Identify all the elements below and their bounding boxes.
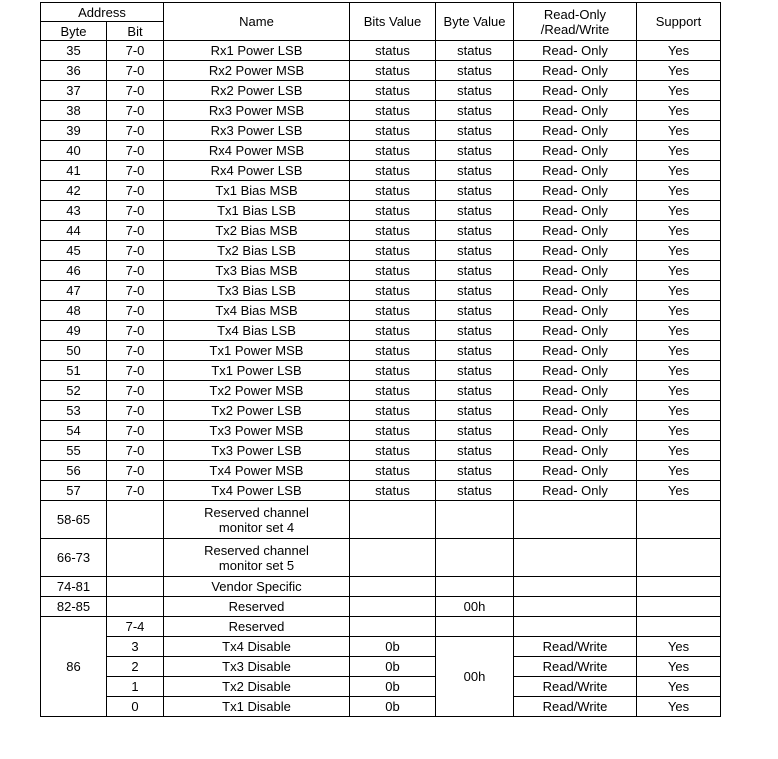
bit-cell: 7-0: [107, 201, 164, 221]
byte-cell: 40: [41, 141, 107, 161]
byte-cell: 37: [41, 81, 107, 101]
bit-cell: 1: [107, 677, 164, 697]
support-cell: Yes: [637, 657, 721, 677]
support-cell: Yes: [637, 481, 721, 501]
support-cell: [637, 539, 721, 577]
name-cell: Tx4 Power LSB: [164, 481, 350, 501]
bit-cell: 7-0: [107, 181, 164, 201]
access-cell: Read- Only: [514, 421, 637, 441]
bits-value-cell: status: [350, 321, 436, 341]
byte-cell: 58-65: [41, 501, 107, 539]
name-cell: Tx3 Bias LSB: [164, 281, 350, 301]
byte-value-cell: status: [436, 441, 514, 461]
name-cell: Rx1 Power LSB: [164, 41, 350, 61]
bit-cell: 7-0: [107, 121, 164, 141]
table-row: [41, 281, 721, 301]
byte-cell: 43: [41, 201, 107, 221]
byte-value-cell: status: [436, 121, 514, 141]
table-row: [41, 617, 721, 637]
bit-cell: 7-0: [107, 161, 164, 181]
bits-value-cell: [350, 617, 436, 637]
bits-value-cell: status: [350, 301, 436, 321]
byte-cell: 52: [41, 381, 107, 401]
name-header: Name: [164, 3, 350, 41]
bits-value-cell: status: [350, 361, 436, 381]
name-cell: Tx1 Disable: [164, 697, 350, 717]
byte-value-cell: status: [436, 461, 514, 481]
byte-value-cell: status: [436, 421, 514, 441]
bit-cell: 7-4: [107, 617, 164, 637]
bit-cell: 7-0: [107, 81, 164, 101]
access-cell: Read- Only: [514, 121, 637, 141]
access-cell: Read- Only: [514, 301, 637, 321]
byte-value-cell: status: [436, 221, 514, 241]
bits-value-cell: [350, 501, 436, 539]
access-header-line1: Read-Only: [543, 6, 607, 22]
name-cell: Tx4 Bias LSB: [164, 321, 350, 341]
byte-cell: 36: [41, 61, 107, 81]
byte-value-cell: status: [436, 161, 514, 181]
byte-value-cell: status: [436, 361, 514, 381]
bits-value-cell: status: [350, 121, 436, 141]
byte-value-cell: status: [436, 61, 514, 81]
support-cell: Yes: [637, 401, 721, 421]
bit-cell: 7-0: [107, 301, 164, 321]
access-cell: Read- Only: [514, 361, 637, 381]
table-row: [41, 41, 721, 61]
name-cell: Rx4 Power MSB: [164, 141, 350, 161]
support-cell: Yes: [637, 421, 721, 441]
bits-value-cell: status: [350, 81, 436, 101]
support-cell: Yes: [637, 61, 721, 81]
support-header: Support: [637, 3, 721, 41]
byte-header: Byte: [41, 22, 107, 41]
access-cell: Read- Only: [514, 101, 637, 121]
name-cell: Tx2 Bias LSB: [164, 241, 350, 261]
support-cell: Yes: [637, 81, 721, 101]
table-row: [41, 201, 721, 221]
bits-value-cell: status: [350, 421, 436, 441]
byte-cell: 56: [41, 461, 107, 481]
bits-value-cell: status: [350, 481, 436, 501]
name-text: Reserved channel monitor set 4: [204, 504, 309, 535]
byte-cell: 82-85: [41, 597, 107, 617]
byte-cell: 86: [41, 617, 107, 717]
name-cell: Tx2 Power MSB: [164, 381, 350, 401]
table-row: [41, 221, 721, 241]
byte-cell: 41: [41, 161, 107, 181]
byte-value-cell: status: [436, 241, 514, 261]
access-cell: Read- Only: [514, 161, 637, 181]
byte-value-cell: status: [436, 101, 514, 121]
support-cell: Yes: [637, 141, 721, 161]
support-cell: Yes: [637, 321, 721, 341]
table-row: [41, 381, 721, 401]
byte-value-cell: 00h: [436, 597, 514, 617]
bits-value-cell: status: [350, 401, 436, 421]
bits-value-cell: status: [350, 41, 436, 61]
bit-cell: 3: [107, 637, 164, 657]
name-text: Reserved channel monitor set 5: [204, 542, 309, 573]
name-cell: Tx3 Bias MSB: [164, 261, 350, 281]
byte-value-cell: status: [436, 481, 514, 501]
bits-value-cell: [350, 597, 436, 617]
name-cell: [164, 597, 350, 617]
name-cell: Rx4 Power LSB: [164, 161, 350, 181]
table-row: [41, 141, 721, 161]
name-cell: Tx2 Power LSB: [164, 401, 350, 421]
byte-value-cell: [436, 539, 514, 577]
name-cell: [164, 539, 350, 577]
bits-value-cell: status: [350, 261, 436, 281]
byte-value-cell: [436, 501, 514, 539]
support-cell: Yes: [637, 101, 721, 121]
name-cell: Tx4 Power MSB: [164, 461, 350, 481]
bit-cell: 7-0: [107, 141, 164, 161]
bits-value-header: Bits Value: [350, 3, 436, 41]
access-cell: Read/Write: [514, 637, 637, 657]
access-header: [514, 3, 637, 41]
byte-value-cell: 00h: [436, 637, 514, 717]
access-cell: Read/Write: [514, 677, 637, 697]
table-row: [41, 481, 721, 501]
bits-value-cell: status: [350, 61, 436, 81]
bit-cell: 7-0: [107, 421, 164, 441]
name-cell: Reserved: [164, 617, 350, 637]
bits-value-cell: [350, 539, 436, 577]
name-cell: Tx1 Power LSB: [164, 361, 350, 381]
access-cell: Read/Write: [514, 657, 637, 677]
name-cell: [164, 501, 350, 539]
table-row: [41, 341, 721, 361]
name-cell: [164, 577, 350, 597]
access-cell: Read- Only: [514, 181, 637, 201]
bits-value-cell: status: [350, 461, 436, 481]
table-row: [41, 101, 721, 121]
table-row: [41, 597, 721, 617]
access-cell: Read- Only: [514, 61, 637, 81]
bits-value-cell: status: [350, 341, 436, 361]
bits-value-cell: status: [350, 221, 436, 241]
support-cell: [637, 597, 721, 617]
byte-value-cell: status: [436, 281, 514, 301]
access-cell: Read- Only: [514, 461, 637, 481]
byte-value-cell: status: [436, 301, 514, 321]
table-row: [41, 677, 721, 697]
support-cell: Yes: [637, 261, 721, 281]
byte-value-cell: status: [436, 341, 514, 361]
access-header-line2: /Read/Write: [540, 21, 610, 37]
access-cell: Read- Only: [514, 141, 637, 161]
table-row: [41, 81, 721, 101]
name-cell: Tx3 Power MSB: [164, 421, 350, 441]
table-row: [41, 241, 721, 261]
bit-cell: 7-0: [107, 481, 164, 501]
byte-cell: 35: [41, 41, 107, 61]
name-cell: Tx1 Bias LSB: [164, 201, 350, 221]
table-row: [41, 161, 721, 181]
bit-cell: 2: [107, 657, 164, 677]
table-row: [41, 401, 721, 421]
bit-cell: 7-0: [107, 241, 164, 261]
byte-cell: 66-73: [41, 539, 107, 577]
name-cell: Tx2 Disable: [164, 677, 350, 697]
bit-cell: [107, 577, 164, 597]
name-text: Reserved: [228, 599, 285, 614]
table-row: [41, 421, 721, 441]
table-row: [41, 301, 721, 321]
byte-cell: 48: [41, 301, 107, 321]
name-cell: Tx3 Disable: [164, 657, 350, 677]
table-row: [41, 461, 721, 481]
support-cell: Yes: [637, 677, 721, 697]
bits-value-cell: 0b: [350, 657, 436, 677]
bits-value-cell: status: [350, 441, 436, 461]
bit-cell: 7-0: [107, 221, 164, 241]
access-cell: Read/Write: [514, 697, 637, 717]
table-row: [41, 361, 721, 381]
byte-cell: 45: [41, 241, 107, 261]
byte-value-cell: status: [436, 81, 514, 101]
byte-cell: 57: [41, 481, 107, 501]
byte-cell: 54: [41, 421, 107, 441]
name-cell: Tx4 Bias MSB: [164, 301, 350, 321]
access-cell: Read- Only: [514, 81, 637, 101]
byte-cell: 74-81: [41, 577, 107, 597]
byte-cell: 39: [41, 121, 107, 141]
name-cell: Tx3 Power LSB: [164, 441, 350, 461]
access-cell: Read- Only: [514, 201, 637, 221]
support-cell: Yes: [637, 697, 721, 717]
table-row: [41, 441, 721, 461]
bit-cell: 7-0: [107, 321, 164, 341]
support-cell: [637, 617, 721, 637]
bit-cell: 7-0: [107, 41, 164, 61]
byte-value-cell: status: [436, 381, 514, 401]
bits-value-cell: status: [350, 381, 436, 401]
byte-value-cell: status: [436, 181, 514, 201]
byte-value-cell: status: [436, 261, 514, 281]
bits-value-cell: status: [350, 101, 436, 121]
support-cell: [637, 501, 721, 539]
byte-cell: 51: [41, 361, 107, 381]
name-cell: Rx3 Power MSB: [164, 101, 350, 121]
bit-cell: [107, 501, 164, 539]
name-cell: Tx1 Bias MSB: [164, 181, 350, 201]
bit-cell: 7-0: [107, 61, 164, 81]
access-cell: [514, 539, 637, 577]
access-cell: Read- Only: [514, 321, 637, 341]
name-cell: Rx3 Power LSB: [164, 121, 350, 141]
access-cell: Read- Only: [514, 221, 637, 241]
support-cell: Yes: [637, 41, 721, 61]
register-map-table: [40, 2, 721, 717]
bit-cell: [107, 539, 164, 577]
table-row: [41, 539, 721, 577]
byte-cell: 49: [41, 321, 107, 341]
access-cell: [514, 577, 637, 597]
bit-header: Bit: [107, 22, 164, 41]
bit-cell: 7-0: [107, 381, 164, 401]
name-cell: Tx4 Disable: [164, 637, 350, 657]
byte-value-cell: status: [436, 141, 514, 161]
address-header: Address: [41, 3, 164, 22]
bits-value-cell: status: [350, 281, 436, 301]
name-text: Vendor Specific: [211, 579, 302, 594]
table-row: [41, 321, 721, 341]
bit-cell: 7-0: [107, 101, 164, 121]
byte-cell: 46: [41, 261, 107, 281]
support-cell: Yes: [637, 221, 721, 241]
byte-cell: 47: [41, 281, 107, 301]
support-cell: Yes: [637, 281, 721, 301]
name-cell: Tx1 Power MSB: [164, 341, 350, 361]
table-row: [41, 637, 721, 657]
table-row: [41, 61, 721, 81]
bit-cell: 7-0: [107, 361, 164, 381]
support-cell: Yes: [637, 161, 721, 181]
table-row: [41, 501, 721, 539]
byte-cell: 50: [41, 341, 107, 361]
byte-value-cell: status: [436, 321, 514, 341]
bit-cell: 7-0: [107, 261, 164, 281]
table-row: [41, 261, 721, 281]
support-cell: Yes: [637, 181, 721, 201]
bits-value-cell: status: [350, 201, 436, 221]
support-cell: Yes: [637, 121, 721, 141]
support-cell: [637, 577, 721, 597]
bits-value-cell: 0b: [350, 697, 436, 717]
support-cell: Yes: [637, 637, 721, 657]
table-row: [41, 121, 721, 141]
access-cell: Read- Only: [514, 481, 637, 501]
byte-value-cell-empty: [436, 617, 514, 637]
bit-cell: 7-0: [107, 281, 164, 301]
table-row: [41, 577, 721, 597]
access-cell: Read- Only: [514, 281, 637, 301]
bit-cell: 7-0: [107, 441, 164, 461]
access-cell: Read- Only: [514, 401, 637, 421]
support-cell: Yes: [637, 441, 721, 461]
table-row: [41, 657, 721, 677]
bits-value-cell: 0b: [350, 637, 436, 657]
access-cell: Read- Only: [514, 441, 637, 461]
bit-cell: 7-0: [107, 401, 164, 421]
access-cell: Read- Only: [514, 241, 637, 261]
bit-cell: 7-0: [107, 341, 164, 361]
access-cell: Read- Only: [514, 261, 637, 281]
bits-value-cell: [350, 577, 436, 597]
access-cell: Read- Only: [514, 381, 637, 401]
byte-value-header: Byte Value: [436, 3, 514, 41]
byte-cell: 42: [41, 181, 107, 201]
byte-cell: 55: [41, 441, 107, 461]
byte-cell: 53: [41, 401, 107, 421]
byte-value-cell: status: [436, 401, 514, 421]
access-cell: [514, 617, 637, 637]
bits-value-cell: 0b: [350, 677, 436, 697]
support-cell: Yes: [637, 341, 721, 361]
support-cell: Yes: [637, 381, 721, 401]
support-cell: Yes: [637, 241, 721, 261]
access-cell: [514, 597, 637, 617]
byte-cell: 44: [41, 221, 107, 241]
byte-value-cell: [436, 577, 514, 597]
access-cell: Read- Only: [514, 41, 637, 61]
bit-cell: 7-0: [107, 461, 164, 481]
bits-value-cell: status: [350, 161, 436, 181]
name-cell: Tx2 Bias MSB: [164, 221, 350, 241]
access-cell: [514, 501, 637, 539]
access-cell: Read- Only: [514, 341, 637, 361]
support-cell: Yes: [637, 461, 721, 481]
bits-value-cell: status: [350, 241, 436, 261]
support-cell: Yes: [637, 361, 721, 381]
table-row: [41, 181, 721, 201]
table-row: [41, 697, 721, 717]
byte-value-cell: status: [436, 201, 514, 221]
name-cell: Rx2 Power LSB: [164, 81, 350, 101]
bits-value-cell: status: [350, 181, 436, 201]
name-cell: Rx2 Power MSB: [164, 61, 350, 81]
register-rows: [41, 41, 721, 717]
byte-value-cell: status: [436, 41, 514, 61]
bit-cell: 0: [107, 697, 164, 717]
bits-value-cell: status: [350, 141, 436, 161]
support-cell: Yes: [637, 201, 721, 221]
support-cell: Yes: [637, 301, 721, 321]
bit-cell: [107, 597, 164, 617]
byte-cell: 38: [41, 101, 107, 121]
